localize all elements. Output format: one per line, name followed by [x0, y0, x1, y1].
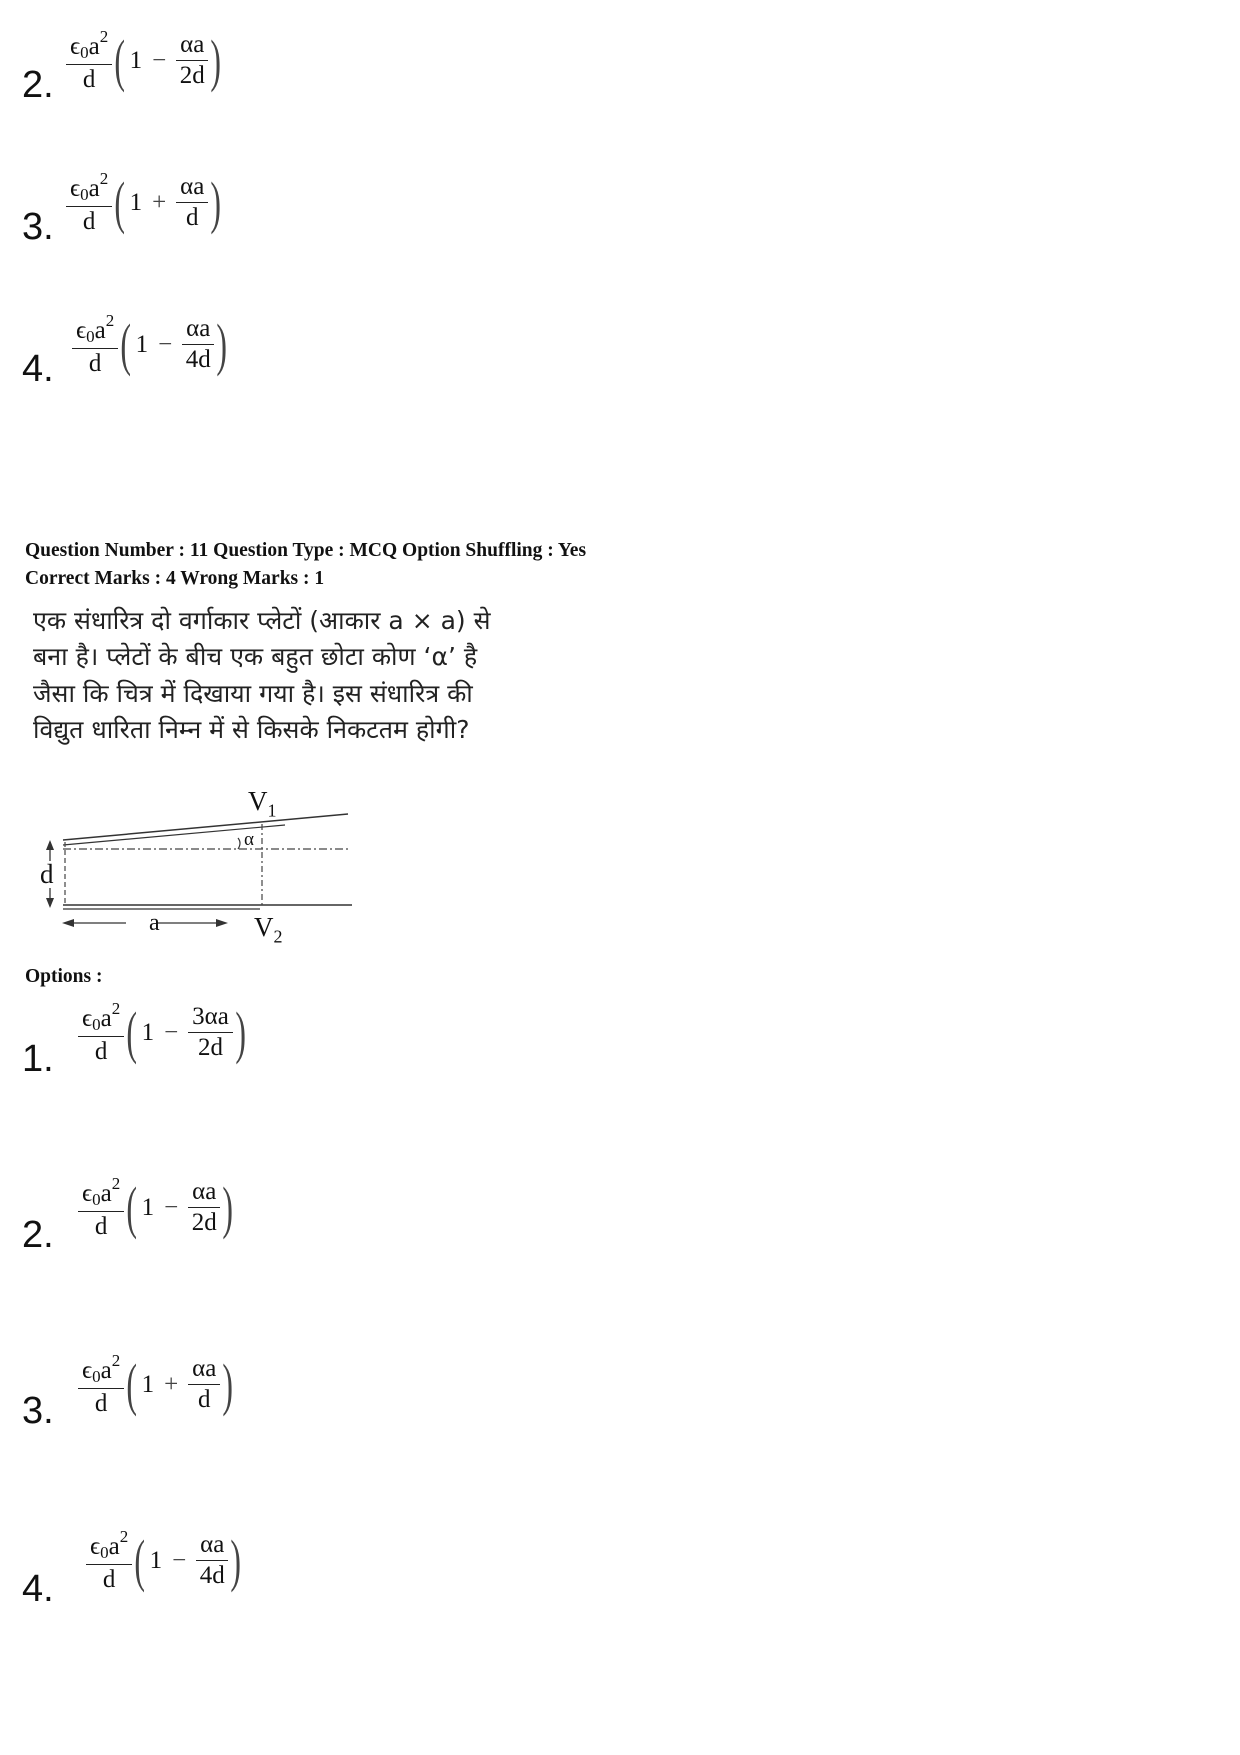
- option-number: 3.: [22, 206, 54, 248]
- question-text: [33, 603, 553, 748]
- option-expression: $\frac{\epsilon_0a^2}{d}$ ( 1 − $\frac{\alpha a}{2d}$ ): [66, 28, 224, 93]
- label-alpha: α: [244, 829, 254, 850]
- label-v2: $V_2$: [254, 912, 283, 947]
- label-v1: $V_1$: [248, 786, 277, 821]
- question-line: विद्युत धारिता निम्न में से किसके निकटतम होगी?: [33, 714, 470, 744]
- option-number: 2.: [22, 1214, 54, 1256]
- question-line: जैसा कि चित्र में दिखाया गया है। इस संधारित्र की: [33, 678, 473, 708]
- option-number: 3.: [22, 1390, 54, 1432]
- marks-header: Correct Marks : 4 Wrong Marks : 1: [25, 568, 325, 589]
- question-line: बना है। प्लेटों के बीच एक बहुत छोटा कोण ‘α’ है: [33, 642, 478, 672]
- option-number: 2.: [22, 64, 54, 106]
- label-a: a: [149, 910, 160, 936]
- arrow-left-icon: [62, 919, 74, 927]
- arrow-up-icon: [46, 840, 54, 850]
- options-label: Options :: [25, 966, 103, 987]
- angle-arc: [238, 838, 240, 849]
- arrow-right-icon: [216, 919, 228, 927]
- option-expression: $\frac{\epsilon_0a^2}{d}$ ( 1 − $\frac{\alpha a}{4d}$ ): [86, 1528, 244, 1593]
- option-expression: $\frac{\epsilon_0a^2}{d}$ ( 1 − $\frac{3\alpha a}{2d}$ ): [78, 1000, 248, 1065]
- arrow-down-icon: [46, 898, 54, 908]
- left-paren: (: [114, 27, 126, 93]
- option-expression: $\frac{\epsilon_0a^2}{d}$ ( 1 − $\frac{\alpha a}{4d}$ ): [72, 312, 230, 377]
- question-header: Question Number : 11 Question Type : MCQ Option Shuffling : Yes: [25, 540, 587, 561]
- label-d: d: [40, 859, 54, 889]
- option-expression: $\frac{\epsilon_0a^2}{d}$ ( 1 − $\frac{\alpha a}{2d}$ ): [78, 1175, 236, 1240]
- option-number: 4.: [22, 1568, 54, 1610]
- option-number: 4.: [22, 348, 54, 390]
- right-paren: ): [210, 27, 222, 93]
- question-line: एक संधारित्र दो वर्गाकार प्लेटों (आकार a × a) से: [33, 606, 491, 635]
- option-number: 1.: [22, 1038, 54, 1080]
- option-expression: $\frac{\epsilon_0a^2}{d}$ ( 1 + $\frac{\alpha a}{d}$ ): [78, 1352, 236, 1417]
- upper-plate: [63, 814, 348, 840]
- capacitor-figure: [30, 780, 370, 950]
- option-expression: $\frac{\epsilon_0a^2}{d}$ ( 1 + $\frac{\alpha a}{d}$ ): [66, 170, 224, 235]
